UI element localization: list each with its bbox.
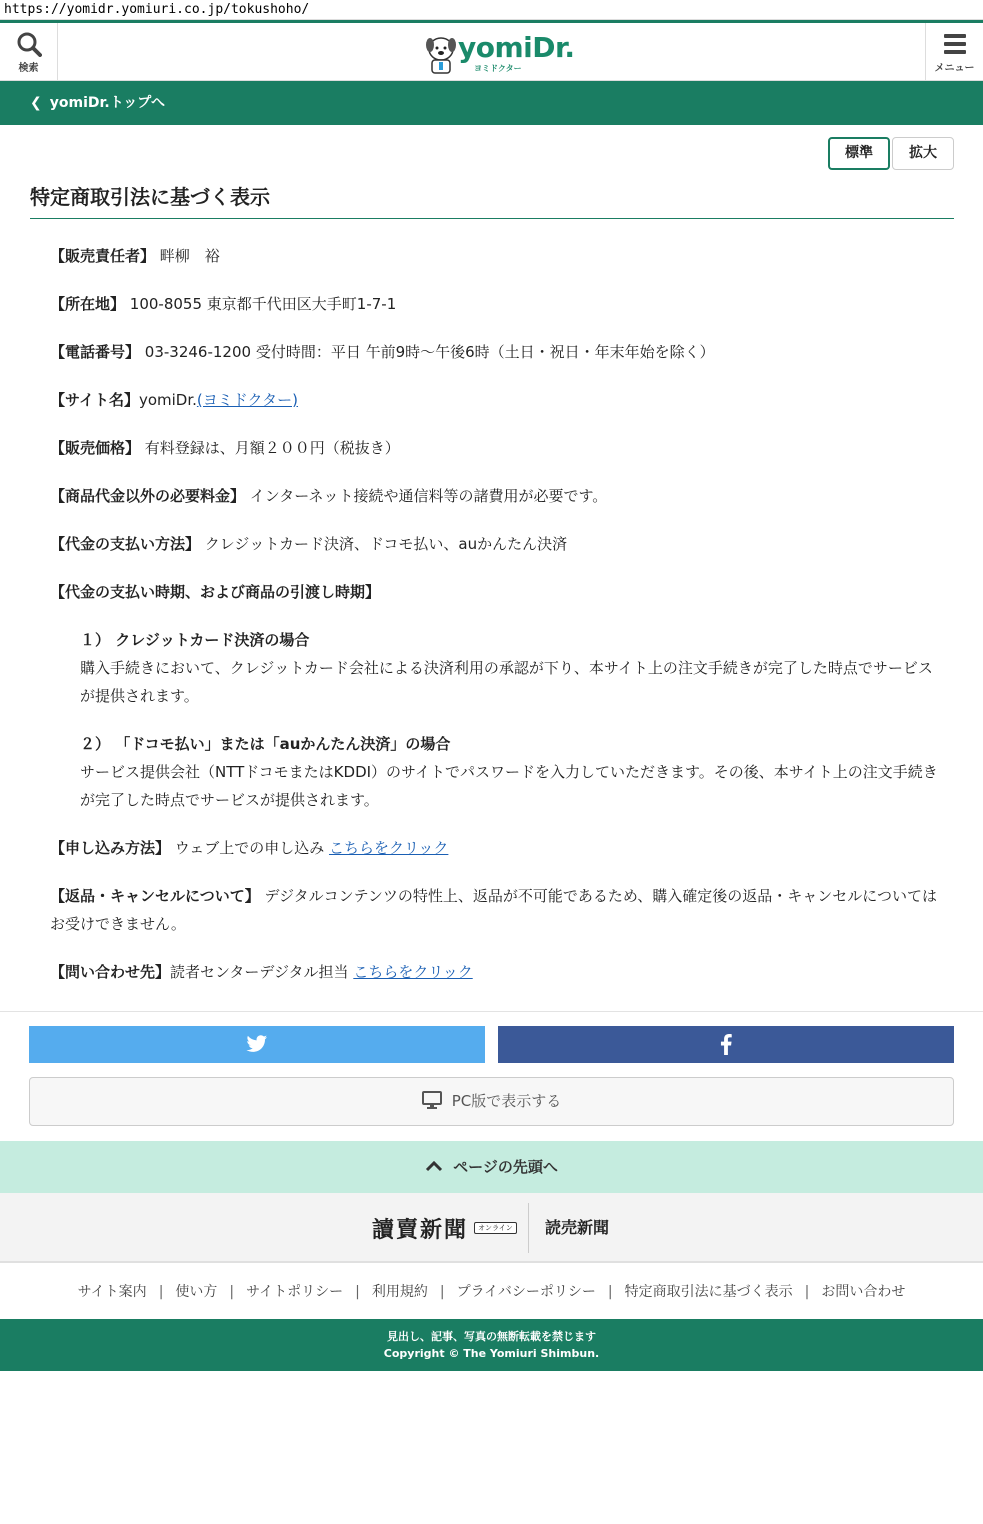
address-bar[interactable]: https://yomidr.yomiuri.co.jp/tokushoho/	[0, 0, 983, 20]
case1-heading: １） クレジットカード決済の場合	[80, 631, 310, 649]
brand-separator	[528, 1203, 529, 1253]
contact-label: 【問い合わせ先】	[50, 963, 171, 981]
apply-value: ウェブ上での申し込み	[174, 839, 325, 857]
return-value: デジタルコンテンツの特性上、返品が不可能であるため、購入確定後の返品・キャンセルについてはお受けできません。	[50, 887, 937, 933]
seller-row	[50, 242, 940, 270]
logo-text: yomiDr.	[458, 31, 575, 64]
breadcrumb-bar	[0, 81, 983, 125]
copyright-notice: 見出し、記事、写真の無断転載を禁じます	[387, 1330, 596, 1343]
search-icon	[16, 31, 42, 57]
contact-row	[50, 958, 940, 986]
facebook-icon	[720, 1034, 732, 1055]
address-value: 100-8055 東京都千代田区大手町1-7-1	[129, 295, 397, 313]
case2-text: サービス提供会社（NTTドコモまたはKDDI）のサイトでパスワードを入力していただきます。その後、本サイト上の注文手続きが完了した時点でサービスが提供されます。	[80, 763, 938, 809]
payment-timing-label: 【代金の支払い時期、および商品の引渡し時期】	[50, 583, 381, 601]
price-label: 【販売価格】	[50, 439, 141, 457]
footer-link-tokushoho[interactable]: 特定商取引法に基づく表示	[624, 1284, 793, 1300]
online-badge: オンライン	[474, 1222, 517, 1234]
yomiuri-online-logo[interactable]: 讀賣新聞	[372, 1217, 469, 1243]
font-size-switcher	[826, 137, 954, 170]
page-top-button[interactable]	[0, 1141, 983, 1193]
twitter-icon	[246, 1034, 268, 1054]
twitter-share-button[interactable]	[29, 1026, 485, 1063]
chevron-left-icon: ❮	[30, 95, 42, 111]
hamburger-icon	[942, 31, 968, 57]
monitor-icon	[422, 1091, 442, 1109]
footer-link-terms[interactable]: 利用規約	[371, 1284, 428, 1300]
footer-link-contact[interactable]: お問い合わせ	[821, 1284, 906, 1300]
yomiuri-shimbun-link[interactable]: 読売新聞	[545, 1218, 610, 1237]
phone-label: 【電話番号】	[50, 343, 141, 361]
case1-text: 購入手続きにおいて、クレジットカード会社による決済利用の承認が下り、本サイト上の注文手続きが完了した時点でサービスが提供されます。	[80, 659, 933, 705]
contact-link[interactable]: こちらをクリック	[353, 963, 473, 981]
chevron-up-icon	[425, 1160, 443, 1172]
brand-bar	[0, 1193, 983, 1263]
payment-method-label: 【代金の支払い方法】	[50, 535, 201, 553]
page-top-label: ページの先頭へ	[453, 1158, 558, 1176]
site-label: 【サイト名】	[50, 391, 139, 409]
page-title: 特定商取引法に基づく表示	[30, 178, 954, 219]
font-size-large-button[interactable]: 拡大	[892, 137, 954, 170]
price-row	[50, 434, 940, 462]
site-logo[interactable]	[424, 31, 575, 75]
apply-link[interactable]: こちらをクリック	[328, 839, 449, 857]
back-to-top-link[interactable]	[30, 81, 165, 125]
apply-row	[50, 834, 940, 862]
copyright-bar	[0, 1319, 983, 1371]
site-value: yomiDr.	[138, 391, 197, 409]
address-label: 【所在地】	[50, 295, 126, 313]
logo-subtext: ヨミドクター	[474, 64, 522, 73]
footer-link-site-guide[interactable]: サイト案内	[77, 1284, 147, 1300]
seller-label: 【販売責任者】	[50, 247, 156, 265]
footer-link-privacy[interactable]: プライバシーポリシー	[456, 1284, 596, 1300]
return-label: 【返品・キャンセルについて】	[50, 887, 260, 905]
extra-fees-label: 【商品代金以外の必要料金】	[50, 487, 246, 505]
apply-label: 【申し込み方法】	[50, 839, 171, 857]
extra-fees-row	[50, 482, 940, 510]
search-button[interactable]	[0, 23, 58, 81]
payment-method-row	[50, 530, 940, 558]
contact-value: 読者センターデジタル担当	[170, 963, 349, 981]
copyright-text: Copyright © The Yomiuri Shimbun.	[383, 1347, 600, 1360]
price-value: 有料登録は、月額２００円（税抜き）	[144, 439, 400, 457]
phone-value: 03-3246-1200 受付時間：平日 午前9時～午後6時（土日・祝日・年末年始を除く）	[144, 343, 715, 361]
extra-fees-value: インターネット接続や通信料等の諸費用が必要です。	[249, 487, 608, 505]
seller-value: 畔柳 裕	[159, 247, 220, 265]
font-size-standard-button[interactable]: 標準	[828, 137, 890, 170]
site-row	[50, 386, 940, 414]
footer-link-site-policy[interactable]: サイトポリシー	[246, 1284, 344, 1300]
facebook-share-button[interactable]	[498, 1026, 954, 1063]
case2-heading: ２） 「ドコモ払い」または「auかんたん決済」の場合	[80, 735, 451, 753]
search-label: 検索	[18, 63, 39, 74]
pc-version-label: PC版で表示する	[451, 1092, 562, 1110]
content-divider	[0, 1011, 983, 1012]
footer-links: サイト案内 | 使い方 | サイトポリシー | 利用規約 | プライバシーポリシー | 特定商取引法に基づく表示 | お問い合わせ	[77, 1284, 906, 1300]
menu-button[interactable]	[925, 23, 983, 81]
address-row	[50, 290, 940, 318]
phone-row	[50, 338, 940, 366]
site-header	[0, 20, 983, 81]
pc-version-button[interactable]	[29, 1077, 954, 1126]
payment-timing-row	[50, 578, 940, 606]
site-name-link[interactable]: (ヨミドクター)	[196, 391, 299, 409]
menu-label: メニュー	[934, 63, 975, 74]
doctor-mascot-icon	[424, 35, 458, 75]
back-label: yomiDr.トップへ	[49, 95, 166, 111]
footer-link-how-to-use[interactable]: 使い方	[175, 1284, 218, 1300]
payment-method-value: クレジットカード決済、ドコモ払い、auかんたん決済	[204, 535, 568, 553]
return-row	[50, 882, 940, 938]
